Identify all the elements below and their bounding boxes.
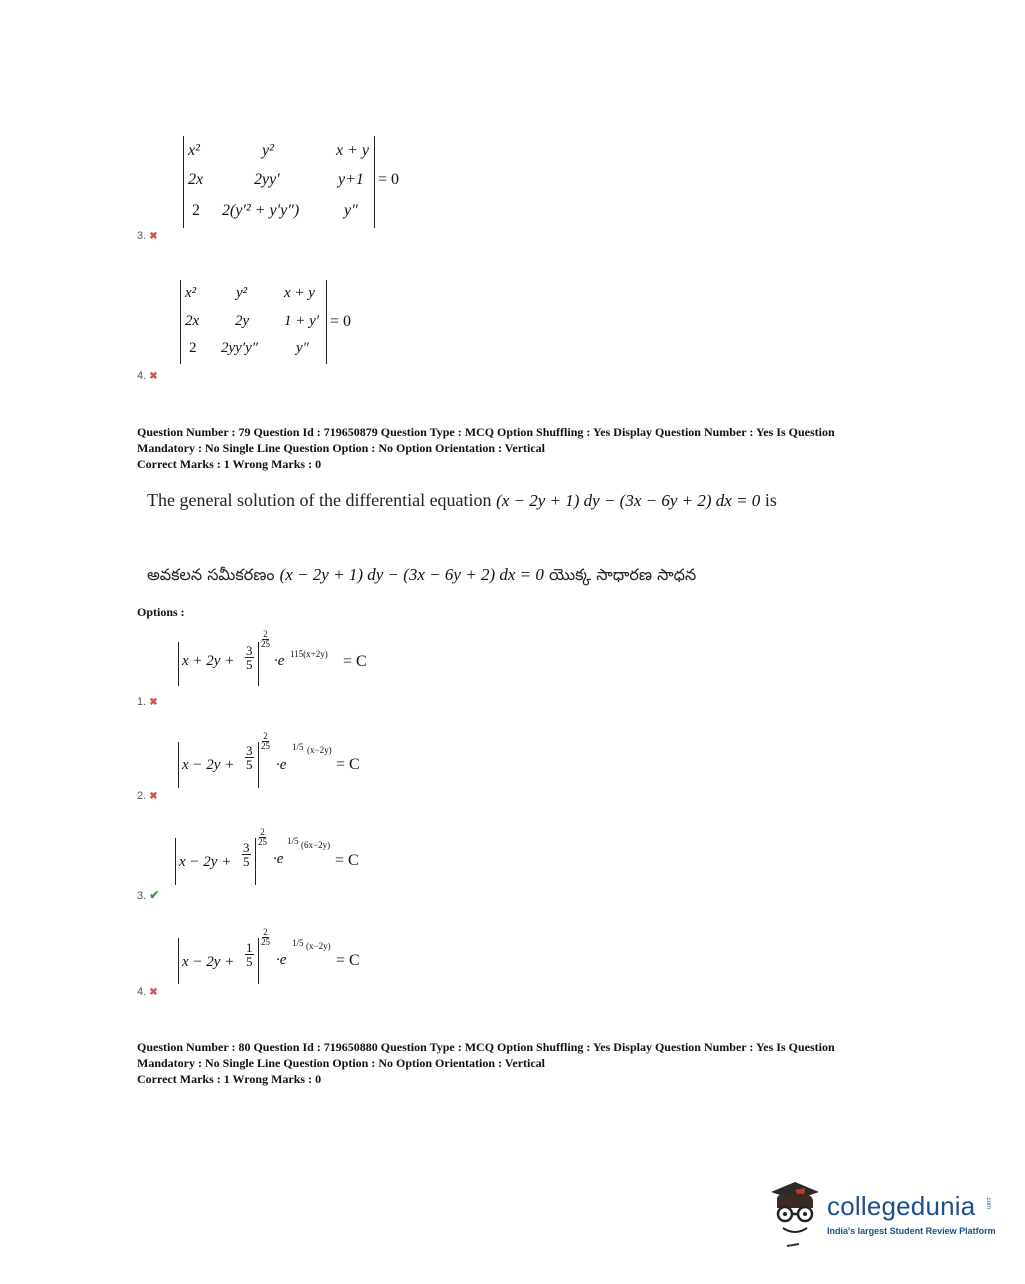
- fraction: [245, 744, 254, 771]
- exponent: (x−2y): [307, 745, 332, 755]
- fraction-denominator: 5: [243, 854, 250, 869]
- abs-bar: [175, 838, 176, 885]
- det-cell: x + y: [284, 285, 315, 301]
- abs-inner: x − 2y +: [182, 757, 235, 773]
- power-fraction: [261, 630, 270, 649]
- power-fraction: [258, 828, 267, 847]
- fraction-numerator: 1: [246, 940, 253, 955]
- q79-question-en: [147, 490, 777, 511]
- fraction-numerator: 3: [243, 840, 250, 855]
- logo-suffix: .com: [985, 1196, 991, 1210]
- meta-line: Question Number : 79 Question Id : 719650879 Question Type : MCQ Option Shuffling : Yes Display Question Number : Yes Is Question: [137, 425, 835, 439]
- equals-zero: = 0: [330, 313, 352, 330]
- question-text: The general solution of the differential equation: [147, 490, 492, 510]
- det-cell: y″: [344, 202, 358, 219]
- question-equation: (x − 2y + 1) dy − (3x − 6y + 2) dx = 0: [496, 491, 761, 510]
- det-cell: x + y: [336, 142, 369, 159]
- abs-bar: [178, 938, 179, 984]
- det-cell: 2yy′: [254, 171, 280, 188]
- fraction-denominator: 25: [261, 937, 270, 947]
- power-fraction: [261, 732, 270, 751]
- det-cell: 2(y′² + y′y″): [222, 202, 300, 219]
- question-text: అవకలన సమీకరణం: [147, 565, 275, 584]
- wrong-mark-icon: ✖: [149, 791, 158, 802]
- equals-zero: = 0: [378, 171, 400, 188]
- power-fraction: [261, 928, 270, 947]
- q79-meta: [137, 424, 917, 472]
- abs-inner: x + 2y +: [182, 653, 235, 669]
- prev-option4-determinant: [180, 280, 327, 364]
- rhs: = C: [343, 653, 367, 670]
- fraction: [245, 644, 254, 671]
- fraction-numerator: 2: [263, 629, 268, 639]
- det-cell: y²: [262, 142, 274, 159]
- det-cell: 2yy′y″: [221, 340, 259, 356]
- det-cell: 2x: [185, 313, 200, 329]
- wrong-mark-icon: ✖: [149, 231, 158, 242]
- det-cell: x²: [185, 285, 197, 301]
- det-cell: y²: [236, 285, 248, 301]
- prev-option3-determinant: [183, 136, 375, 228]
- exponent-fraction: 1/5: [292, 742, 304, 752]
- q79-question-te: [147, 565, 696, 588]
- question-equation: (x − 2y + 1) dy − (3x − 6y + 2) dx = 0: [279, 565, 544, 584]
- option-number: 3.: [137, 230, 147, 242]
- abs-bar: [255, 838, 256, 885]
- fraction-denominator: 25: [258, 837, 267, 847]
- q79-option2-label[interactable]: [137, 790, 158, 802]
- fraction-numerator: 3: [246, 743, 253, 758]
- wrong-mark-icon: ✖: [149, 987, 158, 998]
- fraction-numerator: 2: [263, 731, 268, 741]
- q79-option4-label[interactable]: [137, 986, 158, 998]
- fraction-numerator: 2: [260, 827, 265, 837]
- logo-tagline: India's largest Student Review Platform: [827, 1226, 996, 1236]
- abs-inner: x − 2y +: [179, 854, 232, 870]
- fraction-numerator: 2: [263, 927, 268, 937]
- fraction-denominator: 5: [246, 757, 253, 772]
- q79-option4-expression: x − 2y + $\frac{1}{5}$ $\frac{2}{25}$ ·e 1/5 (x−2y) = C: [178, 928, 378, 988]
- abs-bar: [178, 742, 179, 788]
- exponent-fraction: 1/5: [287, 836, 299, 846]
- fraction-denominator: 25: [261, 741, 270, 751]
- wrong-mark-icon: ✖: [149, 371, 158, 382]
- q79-option2-expression: x − 2y + $\frac{3}{5}$ $\frac{2}{25}$ ·e 1/5 (x−2y) = C: [178, 732, 378, 792]
- meta-line: Correct Marks : 1 Wrong Marks : 0: [137, 1072, 322, 1086]
- question-text: యొక్క సాధారణ సాధన: [548, 565, 697, 584]
- fraction-numerator: 3: [246, 643, 253, 658]
- meta-line: Question Number : 80 Question Id : 719650880 Question Type : MCQ Option Shuffling : Yes Display Question Number : Yes Is Question: [137, 1040, 835, 1054]
- det-cell: 2: [192, 202, 200, 219]
- rhs: = C: [336, 756, 360, 773]
- fraction-denominator: 5: [246, 657, 253, 672]
- q79-option1-label[interactable]: [137, 696, 158, 708]
- option-number: 2.: [137, 790, 147, 802]
- det-cell: 2: [189, 340, 197, 356]
- q80-meta: [137, 1039, 917, 1087]
- question-text: is: [764, 490, 777, 510]
- fraction-denominator: 5: [246, 954, 253, 969]
- meta-line: Correct Marks : 1 Wrong Marks : 0: [137, 457, 322, 471]
- fraction: [242, 841, 251, 868]
- abs-bar: [258, 642, 259, 686]
- abs-inner: x − 2y +: [182, 954, 235, 970]
- mascot-icon: [765, 1178, 823, 1248]
- det-cell: 2x: [188, 171, 204, 188]
- det-cell: 1 + y′: [284, 313, 320, 329]
- collegedunia-logo[interactable]: [765, 1176, 995, 1250]
- det-cell: y″: [296, 340, 309, 356]
- q79-option3-expression: x − 2y + $\frac{3}{5}$ $\frac{2}{25}$ ·e 1/5 (6x−2y) = C: [175, 828, 375, 888]
- exponent: (6x−2y): [301, 840, 331, 850]
- correct-check-icon: ✔: [149, 888, 160, 902]
- rhs: = C: [336, 952, 360, 969]
- q79-option3-label[interactable]: [137, 888, 159, 902]
- option-number: 4.: [137, 986, 147, 998]
- fraction: [245, 941, 254, 968]
- abs-bar: [178, 642, 179, 686]
- det-cell: y+1: [338, 171, 364, 188]
- rhs: = C: [335, 852, 359, 869]
- q79-option1-expression: x + 2y + $\frac{3}{5}$ $\frac{2}{25}$ ·e 115(x+2y) = C: [178, 630, 378, 688]
- exponent: 115(x+2y): [290, 649, 328, 659]
- det-cell: 2y: [235, 313, 250, 329]
- option-number: 1.: [137, 696, 147, 708]
- abs-bar: [258, 938, 259, 984]
- wrong-mark-icon: ✖: [149, 697, 158, 708]
- exponent-fraction: 1/5: [292, 938, 304, 948]
- option-number: 4.: [137, 370, 147, 382]
- prev-option4-label: [137, 370, 158, 382]
- fraction-denominator: 25: [261, 639, 270, 649]
- option-number: 3.: [137, 890, 147, 902]
- meta-line: Mandatory : No Single Line Question Option : No Option Orientation : Vertical: [137, 1056, 546, 1070]
- det-cell: x²: [188, 142, 200, 159]
- options-label: Options :: [137, 605, 185, 619]
- exponent: (x−2y): [306, 941, 331, 951]
- abs-bar: [258, 742, 259, 788]
- logo-wordmark: collegedunia: [827, 1191, 976, 1221]
- prev-option3-label: [137, 230, 158, 242]
- meta-line: Mandatory : No Single Line Question Option : No Option Orientation : Vertical: [137, 441, 546, 455]
